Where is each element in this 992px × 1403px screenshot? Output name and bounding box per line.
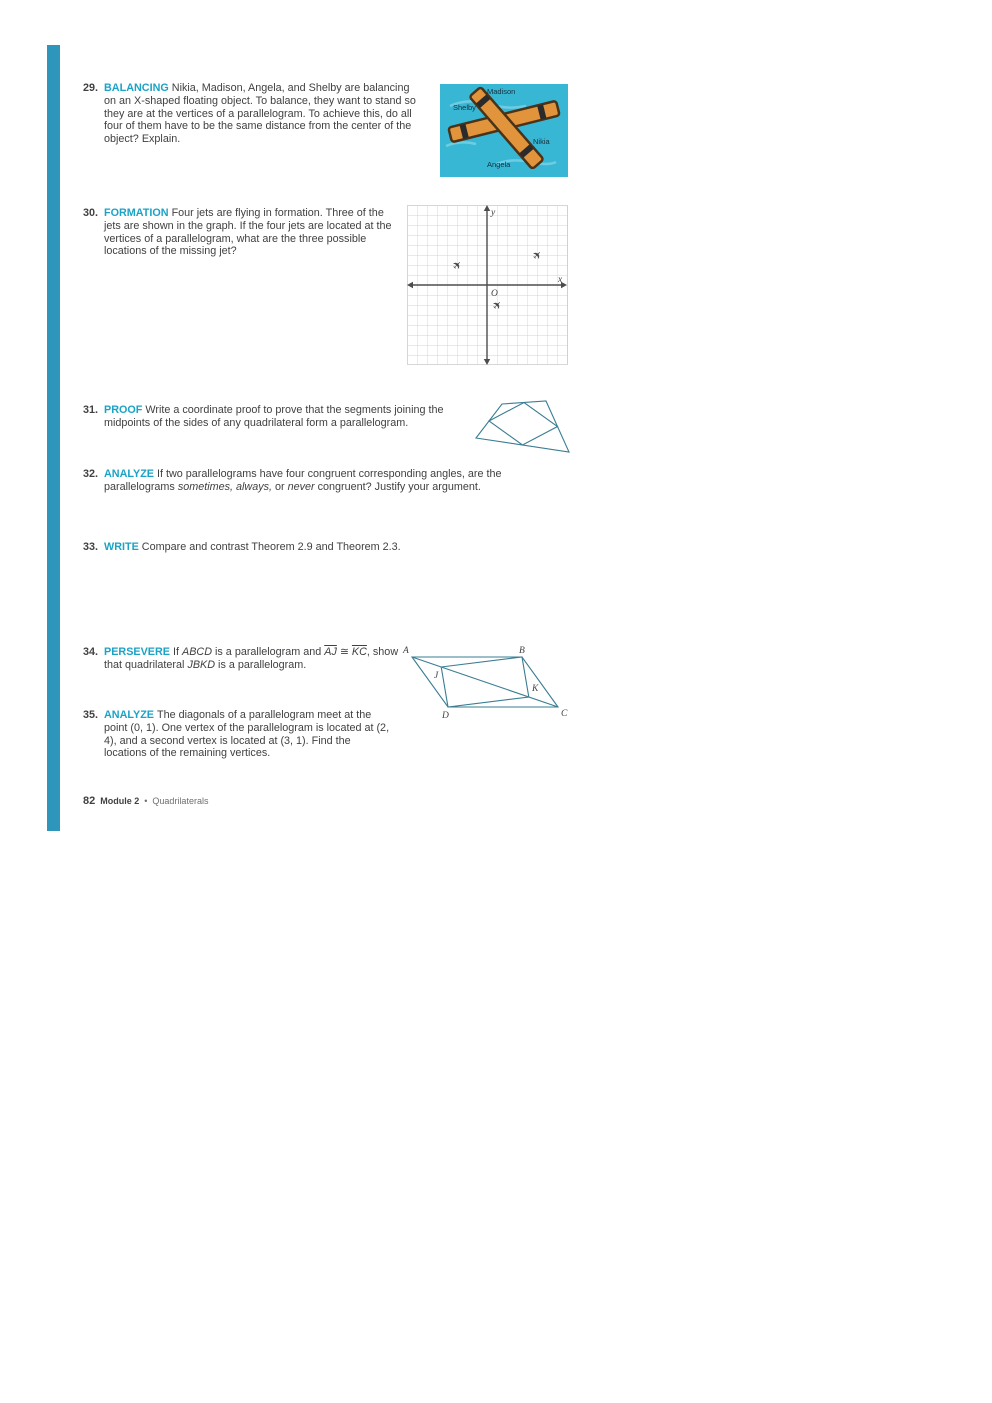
label-shelby: Shelby xyxy=(453,103,476,112)
label-b: B xyxy=(519,646,525,656)
footer-section: Quadrilaterals xyxy=(152,796,209,806)
label-nikia: Nikia xyxy=(533,137,550,146)
problem-35 xyxy=(83,709,396,760)
problem-33-body xyxy=(104,541,524,554)
balance-photo xyxy=(440,84,568,177)
problem-29 xyxy=(83,82,420,146)
label-k: K xyxy=(532,684,539,694)
problem-34-text-end: is a parallelogram. xyxy=(215,658,307,671)
problem-32-keyword: ANALYZE xyxy=(104,468,154,480)
problem-34-italic-abcd: ABCD xyxy=(182,646,213,658)
problem-32-body xyxy=(104,468,504,494)
problem-30-keyword: FORMATION xyxy=(104,207,169,219)
label-madison: Madison xyxy=(487,87,516,96)
problem-31 xyxy=(83,404,449,430)
problem-34-congruent-symbol: ≅ xyxy=(336,646,352,658)
problem-30-text: Four jets are flying in formation. Three of the jets are shown in the graph. If the four jets are located at the vertices of a parallelogram, what are the three possible locations of the missing jet? xyxy=(104,207,392,258)
problem-33-text: Compare and contrast Theorem 2.9 and Theorem 2.3. xyxy=(141,541,401,553)
problem-34-text-intro: If xyxy=(173,646,183,658)
problem-32 xyxy=(83,468,504,494)
problem-32-text-3: congruent? Justify your argument. xyxy=(314,480,481,493)
problem-32-italic-1: sometimes, always, xyxy=(177,480,273,493)
problem-35-body xyxy=(104,709,396,760)
problem-29-keyword: BALANCING xyxy=(104,82,169,94)
problem-34-number: 34. xyxy=(83,646,99,658)
problem-35-text: The diagonals of a parallelogram meet at the point (0, 1). One vertex of the parallelogram is located at (2, 4), and a second vertex is located at (3, 1). Find the locations of the remaining vertices. xyxy=(104,709,390,760)
problem-30-number: 30. xyxy=(83,207,99,219)
problem-33-keyword: WRITE xyxy=(104,541,139,553)
y-axis-label: y xyxy=(491,208,496,218)
label-angela: Angela xyxy=(487,160,511,169)
label-d: D xyxy=(442,711,449,721)
parallelogram-lines xyxy=(412,657,558,707)
page-footer xyxy=(83,795,208,807)
problem-34-text-mid2: , show that quadrilateral xyxy=(104,646,399,671)
problem-34-italic-jbkd: JBKD xyxy=(187,658,216,671)
quadrilateral-lines xyxy=(476,401,569,452)
problem-34-segment-aj: $\overline{AJ}$ xyxy=(324,646,337,658)
x-axis-label: x xyxy=(558,275,563,285)
parallelogram-jbkd-figure xyxy=(396,641,574,721)
problem-32-italic-2: never xyxy=(287,480,315,493)
accent-bar xyxy=(47,45,60,831)
problem-31-text: Write a coordinate proof to prove that the segments joining the midpoints of the sides of any quadrilateral form a parallelogram. xyxy=(104,404,444,429)
jet-icon: ✈ xyxy=(450,258,466,274)
label-a: A xyxy=(403,646,409,656)
problem-30-body xyxy=(104,207,400,258)
problem-31-body xyxy=(104,404,449,430)
problem-34 xyxy=(83,646,400,672)
problem-29-number: 29. xyxy=(83,82,99,94)
label-c: C xyxy=(561,709,568,719)
label-j: J xyxy=(434,671,439,681)
problem-34-segment-kc: $\overline{KC}$ xyxy=(351,646,367,658)
problem-34-body xyxy=(104,646,400,672)
page-number: 82 xyxy=(83,795,96,807)
problem-35-keyword: ANALYZE xyxy=(104,709,154,721)
problem-34-text-mid1: is a parallelogram and xyxy=(212,646,325,658)
problem-31-keyword: PROOF xyxy=(104,404,143,416)
problem-32-number: 32. xyxy=(83,468,99,480)
problem-29-body xyxy=(104,82,420,146)
quadrilateral-midpoints-figure xyxy=(472,398,572,456)
problem-34-keyword: PERSEVERE xyxy=(104,646,171,658)
problem-31-number: 31. xyxy=(83,404,99,416)
problem-32-text-2: or xyxy=(272,480,288,493)
problem-33-number: 33. xyxy=(83,541,99,553)
footer-bullet: • xyxy=(144,796,148,806)
problem-32-text-1: If two parallelograms have four congruent corresponding angles, are the parallelograms xyxy=(104,468,502,493)
jet-icon: ✈ xyxy=(530,248,546,264)
footer-module: Module 2 xyxy=(100,796,140,806)
problem-35-number: 35. xyxy=(83,709,99,721)
problem-33 xyxy=(83,541,524,554)
origin-label: O xyxy=(491,289,498,299)
formation-graph xyxy=(407,205,568,365)
jet-icon: ✈ xyxy=(490,298,506,314)
problem-29-text: Nikia, Madison, Angela, and Shelby are balancing on an X-shaped floating object. To balance, they want to stand so they are at the vertices of a parallelogram. To achieve this, do all four of them have to be the same distance from the center of the object? Explain. xyxy=(104,82,416,146)
problem-30 xyxy=(83,207,400,258)
